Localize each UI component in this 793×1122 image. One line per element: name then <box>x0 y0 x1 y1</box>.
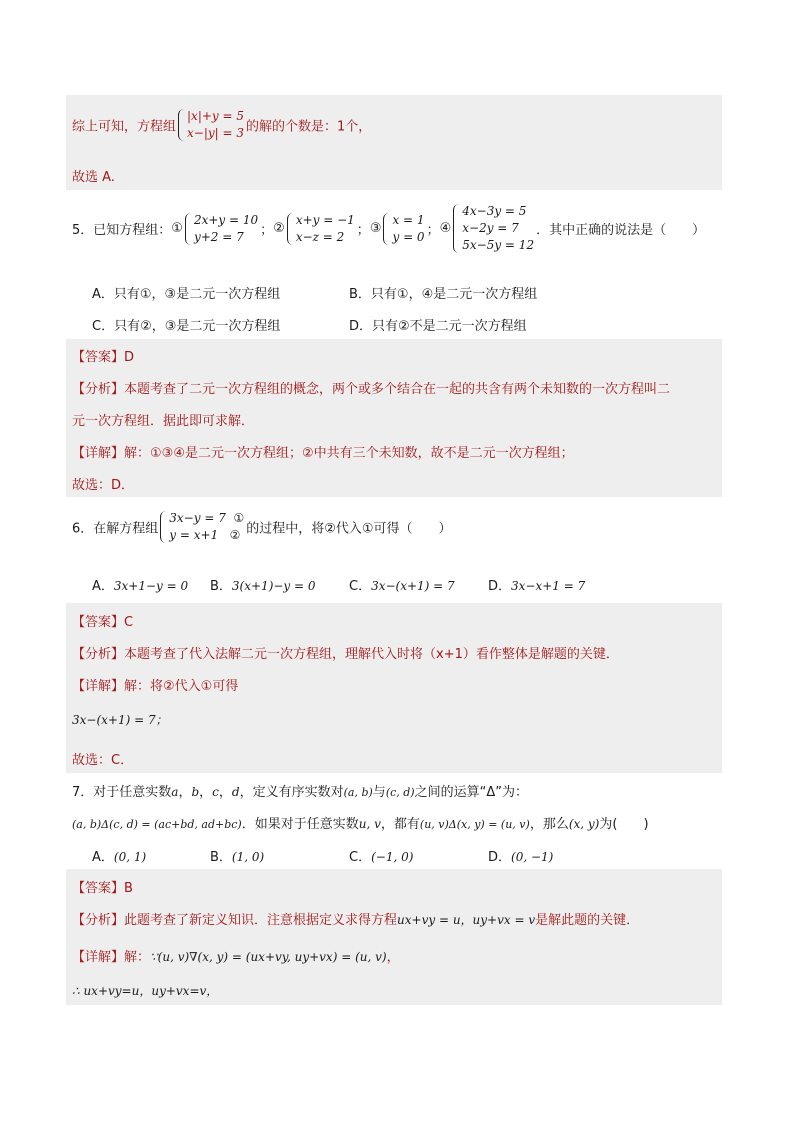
q5-system-3: x = 1 y = 0 <box>383 212 424 246</box>
q5-option-d: D．只有②不是二元一次方程组 <box>349 319 527 334</box>
q5-answer: 【答案】D <box>72 350 135 365</box>
q4-choice: 故选 A. <box>72 170 115 185</box>
q7-option-d: D．(0, −1) <box>488 850 554 865</box>
q5-system-2: x+y = −1 x−z = 2 <box>287 212 355 246</box>
q5-option-c: C．只有②，③是二元一次方程组 <box>92 319 281 334</box>
q5-stem: 5．已知方程组：① 2x+y = 10 y+2 = 7 ；② x+y = −1 x−z = 2 ；③ x = 1 y = 0 ；④ 4x−3y = 5 x−2y = 7 5x−5y = 12 ．其中正确的说法是（ ） <box>72 204 706 252</box>
q7-stem-line-1: 7．对于任意实数a，b，c，d，定义有序实数对(a, b)与(c, d)之间的运算“Δ”为： <box>72 785 528 800</box>
q5-option-b: B．只有①，④是二元一次方程组 <box>349 287 538 302</box>
q7-analysis: 【分析】此题考查了新定义知识．注意根据定义求得方程ux+vy = u，uy+vx = v是解此题的关键． <box>72 913 640 928</box>
q5-system-1: 2x+y = 10 y+2 = 7 <box>185 212 258 246</box>
q6-detail: 【详解】解：将②代入①可得 <box>72 679 239 694</box>
q6-option-a: A．3x+1−y = 0 <box>92 579 189 594</box>
q7-conclusion: ∴ ux+vy=u，uy+vx=v， <box>72 984 219 998</box>
q6-choice: 故选：C． <box>72 753 134 768</box>
q5-analysis: 【分析】本题考查了二元一次方程组的概念，两个或多个结合在一起的共含有两个未知数的一次方程叫二 <box>72 382 671 397</box>
q5-option-a: A．只有①，③是二元一次方程组 <box>92 287 281 302</box>
q7-answer: 【答案】B <box>72 881 133 896</box>
q7-detail: 【详解】解：∵(u, v)∇(x, y) = (ux+vy, uy+vx) = (u, v)， <box>72 950 400 965</box>
q6-analysis: 【分析】本题考查了代入法解二元一次方程组，理解代入时将（x+1）看作整体是解题的关键． <box>72 647 619 662</box>
q6-equation-system: 3x−y = 7 ① y = x+1 ② <box>160 510 244 544</box>
q7-option-a: A．(0, 1) <box>92 850 147 865</box>
q4-equation-system: |x|+y = 5 x−|y| = 3 <box>178 108 244 142</box>
q6-option-b: B．3(x+1)−y = 0 <box>210 579 316 594</box>
q6-detail-equation: 3x−(x+1) = 7； <box>72 713 168 727</box>
q7-option-c: C．(−1, 0) <box>349 850 414 865</box>
q4-conclusion: 综上可知，方程组 |x|+y = 5 x−|y| = 3 的解的个数是：1个， <box>72 109 372 140</box>
q6-answer: 【答案】C <box>72 615 134 630</box>
q7-option-b: B．(1, 0) <box>210 850 265 865</box>
q5-system-4: 4x−3y = 5 x−2y = 7 5x−5y = 12 <box>453 203 534 254</box>
q5-analysis-cont: 元一次方程组．据此即可求解． <box>72 414 255 429</box>
q5-choice: 故选：D． <box>72 478 135 493</box>
q7-stem-line-2: (a, b)Δ(c, d) = (ac+bd, ad+bc)．如果对于任意实数u, v，都有(u, v)Δ(x, y) = (u, v)，那么(x, y)为( ) <box>72 817 649 832</box>
q6-stem: 6．在解方程组 3x−y = 7 ① y = x+1 ② 的过程中，将②代入①可得（ ） <box>72 511 452 542</box>
q6-option-d: D．3x−x+1 = 7 <box>488 579 586 594</box>
q5-detail: 【详解】解：①③④是二元一次方程组；②中共有三个未知数，故不是二元一次方程组； <box>72 446 574 461</box>
q6-option-c: C．3x−(x+1) = 7 <box>349 579 455 594</box>
